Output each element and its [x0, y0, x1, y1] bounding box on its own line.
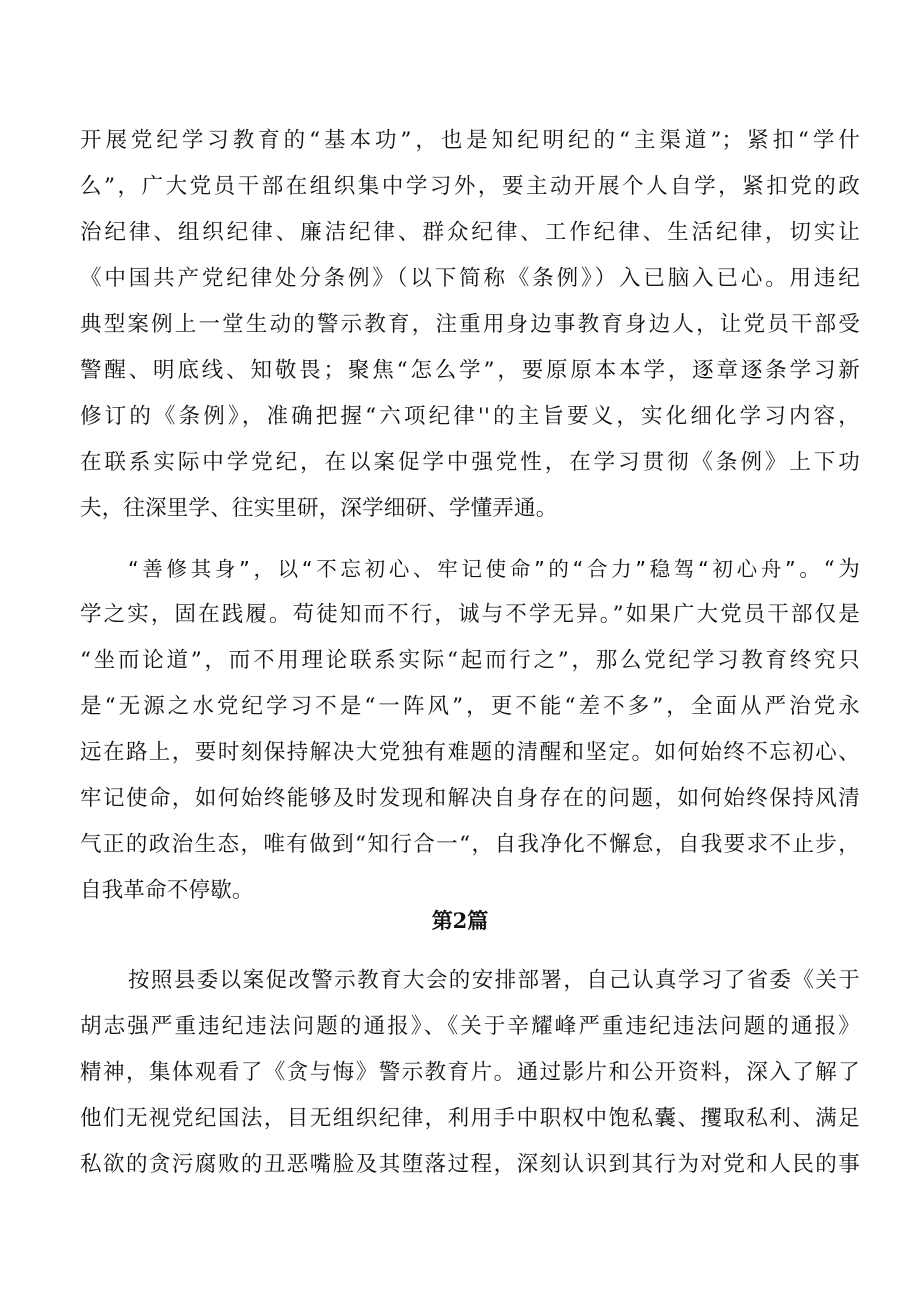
text-line: 治纪律、组织纪律、廉洁纪律、群众纪律、工作纪律、生活纪律，切实让	[80, 220, 860, 245]
text-line: 他们无视党纪国法，目无组织纪律，利用手中职权中饱私囊、攫取私利、满足	[80, 1106, 860, 1131]
paragraph-lead: “善修其身”，以“不忘初心、牢记使命”的“合力”稳驾“初心舟”。	[128, 557, 824, 581]
text-line: 典型案例上一堂生动的警示教育，注重用身边事教育身边人，让党员干部受	[80, 312, 860, 337]
text-line: 开展党纪学习教育的“基本功”，也是知纪明纪的“主渠道”；紧扣“学什	[80, 128, 860, 153]
text-line: 么”，广大党员干部在组织集中学习外，要主动开展个人自学，紧扣党的政	[80, 174, 860, 199]
text-line: 在联系实际中学党纪，在以案促学中强党性，在学习贯彻《条例》上下功	[80, 450, 860, 475]
text-line: 牢记使命，如何始终能够及时发现和解决自身存在的问题，如何始终保持风清	[80, 786, 860, 811]
text-line: 《中国共产党纪律处分条例》（以下简称《条例》）入已脑入已心。用违纪	[80, 266, 860, 291]
text-line: 自我革命不停歇。	[80, 878, 254, 903]
paragraph-lead-rest: “为	[823, 557, 860, 582]
text-line: 胡志强严重违纪违法问题的通报》、《关于辛耀峰严重违纪违法问题的通报》	[80, 1014, 860, 1039]
text-line-first	[128, 554, 860, 584]
text-line: 夫，往深里学、往实里研，深学细研、学懂弄通。	[80, 496, 558, 521]
text-line: 修订的《条例》，准确把握“六项纪律''的主旨要义，实化细化学习内容，	[80, 404, 860, 429]
text-line: 是“无源之水党纪学习不是“一阵风”，更不能“差不多”，全面从严治党永	[80, 694, 860, 719]
text-line: 私欲的贪污腐败的丑恶嘴脸及其堕落过程，深刻认识到其行为对党和人民的事	[80, 1152, 860, 1177]
text-line: 精神，集体观看了《贪与悔》警示教育片。通过影片和公开资料，深入了解了	[80, 1060, 860, 1085]
section-heading: 第2篇	[431, 908, 489, 933]
text-line: 远在路上，要时刻保持解决大党独有难题的清醒和坚定。如何始终不忘初心、	[80, 740, 860, 765]
text-line: 按照县委以案促改警示教育大会的安排部署，自己认真学习了省委《关于	[128, 968, 860, 993]
text-line: 学之实，固在践履。苟徒知而不行，诚与不学无异。”如果广大党员干部仅是	[80, 602, 860, 627]
text-line: 警醒、明底线、知敬畏；聚焦“怎么学”，要原原本本学，逐章逐条学习新	[80, 358, 860, 383]
text-line: 气正的政治生态，唯有做到“知行合一“，自我净化不懈怠，自我要求不止步，	[80, 832, 860, 857]
text-line: “坐而论道”，而不用理论联系实际“起而行之”，那么党纪学习教育终究只	[80, 648, 860, 673]
